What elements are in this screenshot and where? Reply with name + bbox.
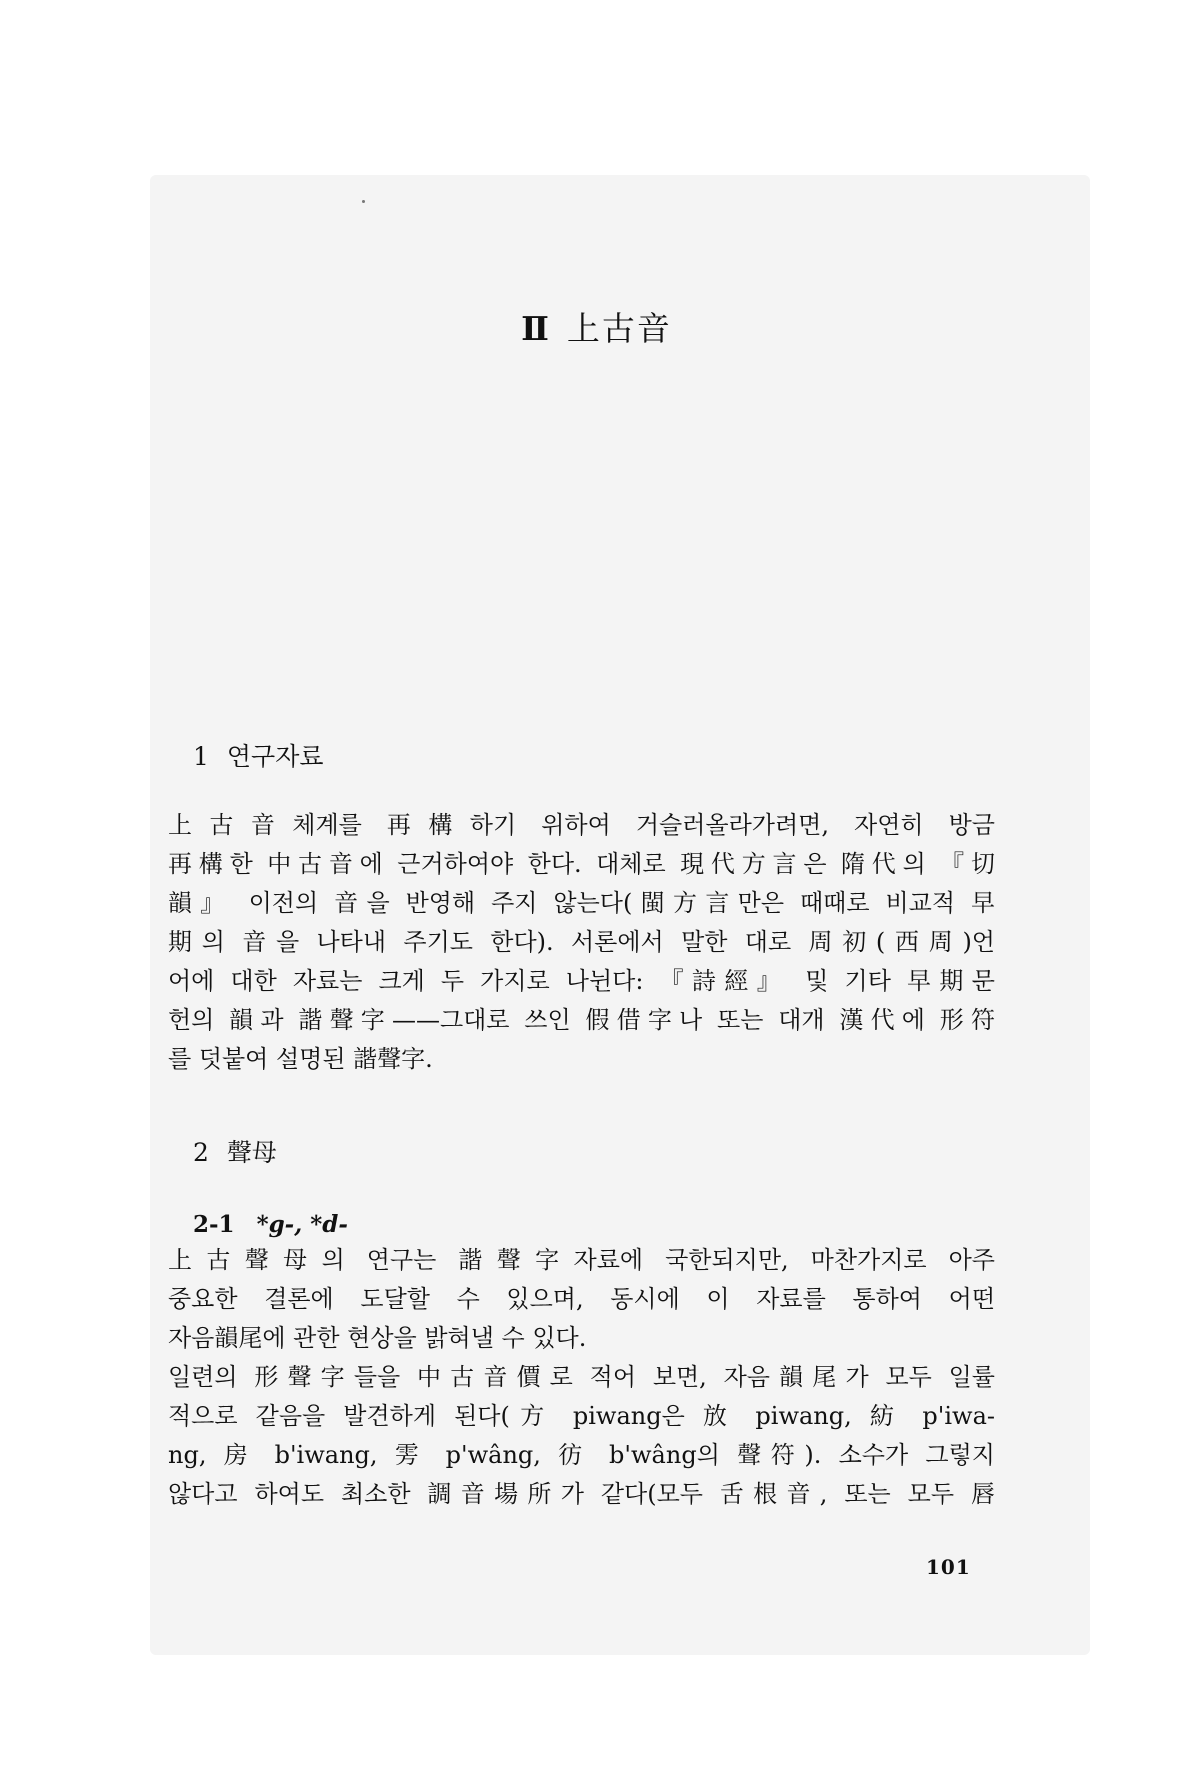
paragraph-line: 再構한 中古音에 근거하여야 한다. 대체로 現代方言은 隋代의 『切 xyxy=(168,850,995,878)
paragraph-line: 上古聲母의 연구는 諧聲字자료에 국한되지만, 마찬가지로 아주 xyxy=(168,1246,995,1274)
section-title: 聲母 xyxy=(226,1138,277,1167)
section-number: 2 xyxy=(193,1138,209,1167)
paragraph-line: 上古音체계를 再構하기 위하여 거슬러올라가려면, 자연히 방금 xyxy=(168,811,995,839)
paragraph-line: 韻』 이전의 音을 반영해 주지 않는다(閩方言만은 때때로 비교적 早 xyxy=(168,889,995,917)
section-heading-2 xyxy=(193,1133,277,1169)
page-number: 101 xyxy=(926,1555,971,1579)
subsection-heading xyxy=(193,1211,348,1238)
subsection-forms: *g-, *d- xyxy=(256,1211,348,1238)
paragraph-line: ng, 房 b'iwang, 雱 p'wâng, 彷 b'wâng의 聲符). 소수가 그렇지 xyxy=(168,1441,995,1469)
chapter-title xyxy=(0,303,1193,350)
section-heading-1 xyxy=(193,737,324,773)
paragraph-line: 期의 音을 나타내 주기도 한다). 서론에서 말한 대로 周初(西周)언 xyxy=(168,928,995,956)
section-number: 1 xyxy=(193,742,209,771)
chapter-title-text: 上古音 xyxy=(566,309,672,348)
paragraph-line: 않다고 하여도 최소한 調音場所가 같다(모두 舌根音, 또는 모두 唇 xyxy=(168,1480,995,1508)
paragraph-line: 를 덧붙여 설명된 諧聲字. xyxy=(168,1045,433,1073)
scan-speck xyxy=(362,200,365,203)
paragraph-line: 중요한 결론에 도달할 수 있으며, 동시에 이 자료를 통하여 어떤 xyxy=(168,1285,995,1313)
chapter-numeral: Ⅱ xyxy=(521,309,551,348)
paragraph-line: 일련의 形聲字들을 中古音價로 적어 보면, 자음韻尾가 모두 일률 xyxy=(168,1363,995,1391)
subsection-number: 2-1 xyxy=(193,1211,235,1238)
paragraph-line: 어에 대한 자료는 크게 두 가지로 나뉜다: 『詩經』 및 기타 早期문 xyxy=(168,967,995,995)
paragraph-line: 자음韻尾에 관한 현상을 밝혀낼 수 있다. xyxy=(168,1324,587,1352)
paragraph-line: 적으로 같음을 발견하게 된다(方 piwang은 放 piwang, 紡 p'iwa- xyxy=(168,1402,995,1430)
paragraph-line: 헌의 韻과 諧聲字——그대로 쓰인 假借字나 또는 대개 漢代에 形符 xyxy=(168,1006,995,1034)
section-title: 연구자료 xyxy=(226,742,324,771)
